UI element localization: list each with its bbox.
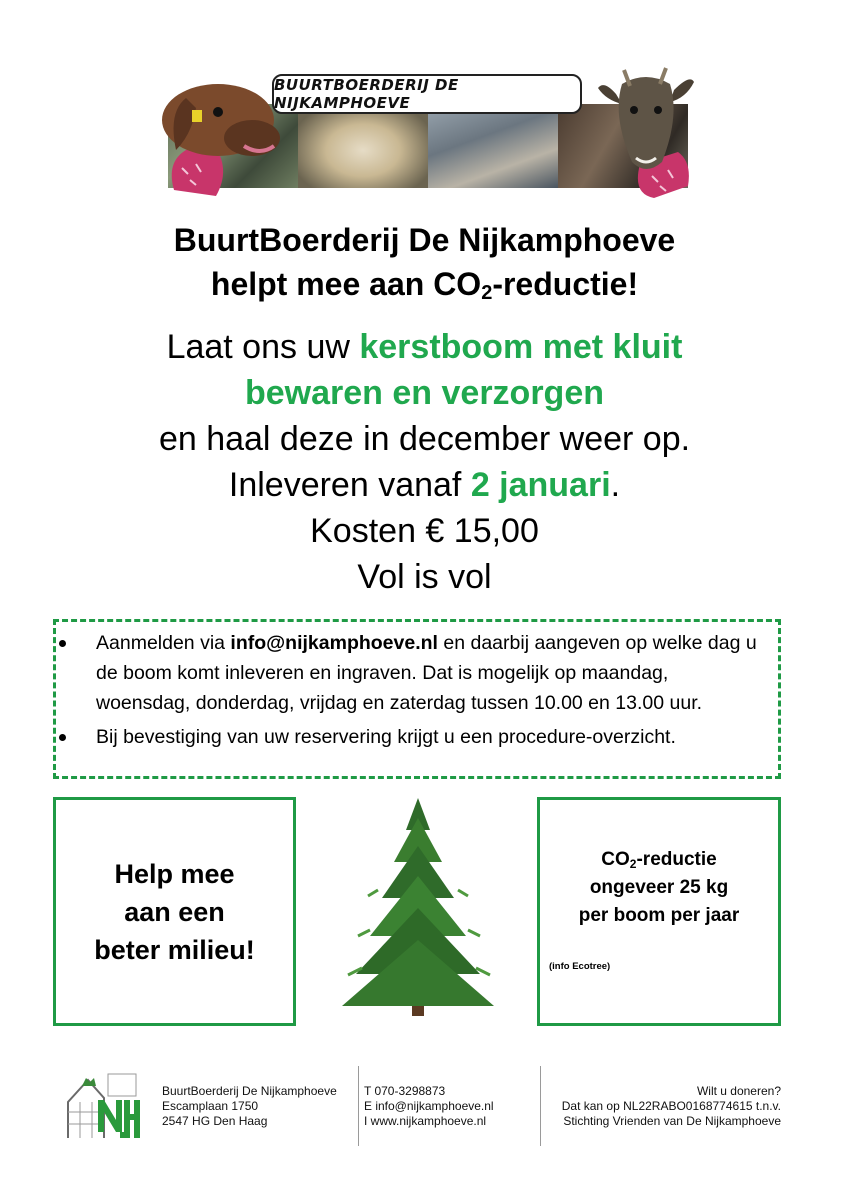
intro-price: Kosten € 15,00 xyxy=(310,512,539,550)
intro-line-4 xyxy=(0,462,849,508)
info-list xyxy=(96,628,768,752)
elderly-visitors-photo xyxy=(428,104,558,188)
intro-highlight-date: 2 januari xyxy=(470,466,611,504)
goat-left-image xyxy=(156,72,286,200)
goat-right-image xyxy=(596,66,696,200)
co2-line-2: ongeveer 25 kg xyxy=(589,877,729,898)
headline-subscript: 2 xyxy=(481,282,493,304)
help-box xyxy=(53,797,296,1026)
intro-line-2: bewaren en verzorgen xyxy=(244,374,604,412)
email-link[interactable]: info@nijkamphoeve.nl xyxy=(230,632,438,654)
co2-co: CO xyxy=(601,849,630,870)
footer-address-name: BuurtBoerderij De Nijkamphoeve xyxy=(162,1084,337,1098)
headline xyxy=(0,218,849,306)
footer-contact xyxy=(364,1084,494,1129)
info-item-bevestiging: Bij bevestiging van uw reservering krijgt u een procedure-overzicht. xyxy=(96,722,768,752)
intro-line-1-text: Laat ons uw xyxy=(166,328,360,366)
footer-address-city: 2547 HG Den Haag xyxy=(162,1114,268,1128)
co2-text xyxy=(540,846,778,930)
footer-donate-question: Wilt u doneren? xyxy=(696,1084,781,1098)
footer-website[interactable]: I www.nijkamphoeve.nl xyxy=(364,1114,487,1128)
sheep-photo xyxy=(298,104,428,188)
footer-phone[interactable]: T 070-3298873 xyxy=(364,1084,446,1098)
footer-donate xyxy=(562,1084,781,1129)
intro-line-3: en haal deze in december weer op. xyxy=(158,420,691,458)
info-item-aanmelden xyxy=(96,628,768,718)
footer-divider-1 xyxy=(358,1066,359,1146)
banner-title: BUURTBOERDERIJ DE NIJKAMPHOEVE xyxy=(272,74,582,114)
intro-line-4-period: . xyxy=(610,466,621,504)
co2-box xyxy=(537,797,781,1026)
intro-vol-is-vol: Vol is vol xyxy=(357,558,492,596)
footer-address xyxy=(162,1084,337,1129)
headline-reductie: -reductie! xyxy=(492,266,639,302)
help-text xyxy=(94,855,255,969)
footer-donate-iban: Dat kan op NL22RABO0168774615 t.n.v. xyxy=(561,1099,781,1113)
help-line-3: beter milieu! xyxy=(94,934,255,965)
info-item-1-rest: en daarbij aangeven op welke dag u de boom komt inleveren en ingraven. Dat is mogelijk op maandag, woensdag, donderdag, vrijdag en zaterdag tussen 10.00 en 13.00 uur. xyxy=(96,632,757,714)
info-box xyxy=(53,619,781,779)
intro-line-4-text: Inleveren vanaf xyxy=(228,466,471,504)
help-line-1: Help mee xyxy=(114,858,235,889)
footer-divider-2 xyxy=(540,1066,541,1146)
intro-highlight-kerstboom: kerstboom met kluit xyxy=(359,328,683,366)
headline-line-2 xyxy=(0,262,849,306)
nijkamphoeve-logo xyxy=(64,1068,142,1144)
intro-line-1 xyxy=(0,324,849,370)
info-item-1-text: Aanmelden via xyxy=(96,632,231,654)
headline-co: helpt mee aan CO xyxy=(210,266,482,302)
intro-text xyxy=(0,324,849,600)
co2-subscript: 2 xyxy=(629,857,637,871)
christmas-tree-image xyxy=(318,790,518,1030)
co2-line-1 xyxy=(540,846,778,874)
footer-email[interactable]: E info@nijkamphoeve.nl xyxy=(364,1099,494,1113)
footer-address-street: Escamplaan 1750 xyxy=(162,1099,259,1113)
co2-reductie: -reductie xyxy=(636,849,717,870)
help-line-2: aan een xyxy=(124,896,225,927)
headline-line-1: BuurtBoerderij De Nijkamphoeve xyxy=(173,222,676,258)
footer-donate-foundation: Stichting Vrienden van De Nijkamphoeve xyxy=(563,1114,781,1128)
co2-line-3: per boom per jaar xyxy=(578,905,740,926)
banner xyxy=(156,66,696,200)
co2-source: (info Ecotree) xyxy=(549,961,611,972)
